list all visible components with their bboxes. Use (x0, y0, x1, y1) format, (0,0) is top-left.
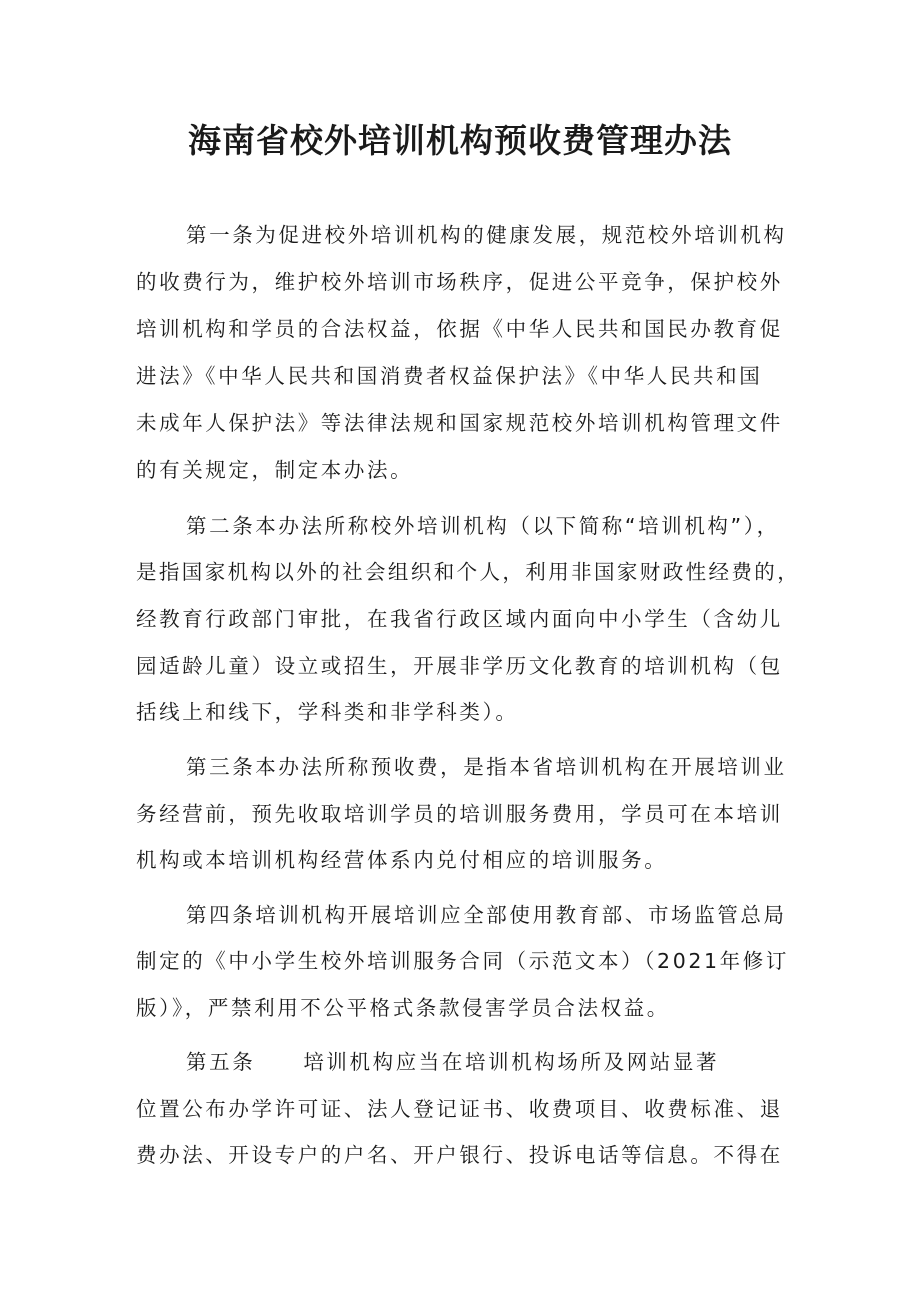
article-2-line-5: 括线上和线下，学科类和非学科类）。 (136, 700, 519, 724)
article-3-line-3: 机构或本培训机构经营体系内兑付相应的培训服务。 (136, 848, 668, 872)
article-2-line-2: 是指国家机构以外的社会组织和个人，利用非国家财政性经费的， (136, 560, 801, 584)
article-4-line-2: 制定的《中小学生校外培训服务合同（示范文本）（2021年修订 (136, 949, 789, 973)
article-4-line-1: 第四条培训机构开展培训应全部使用教育部、市场监管总局 (186, 903, 787, 927)
article-3-line-1: 第三条本办法所称预收费，是指本省培训机构在开展培训业 (186, 755, 787, 779)
article-2-line-3: 经教育行政部门审批，在我省行政区域内面向中小学生（含幼儿 (136, 607, 783, 631)
article-4-line-3: 版）》，严禁利用不公平格式条款侵害学员合法权益。 (136, 996, 670, 1020)
article-5-line-1 (186, 1047, 719, 1077)
article-2-line-4: 园适龄儿童）设立或招生，开展非学历文化教育的培训机构（包 (136, 654, 783, 678)
article-1-line-4: 进法》《中华人民共和国消费者权益保护法》《中华人民共和国 (136, 364, 763, 388)
article-1-line-3: 培训机构和学员的合法权益，依据《中华人民共和国民办教育促 (136, 317, 783, 341)
article-1-line-5: 未成年人保护法》等法律法规和国家规范校外培训机构管理文件 (136, 411, 783, 435)
article-2-line-1: 第二条本办法所称校外培训机构（以下简称“培训机构”）， (186, 514, 780, 538)
article-3-line-2: 务经营前，预先收取培训学员的培训服务费用，学员可在本培训 (136, 802, 783, 826)
article-1-line-1: 第一条为促进校外培训机构的健康发展，规范校外培训机构 (186, 223, 787, 247)
article-5-text-start: 培训机构应当在培训机构场所及网站显著 (303, 1050, 720, 1074)
article-5-heading: 第五条 (186, 1050, 256, 1074)
article-1-line-2: 的收费行为，维护校外培训市场秩序，促进公平竞争，保护校外 (136, 270, 783, 294)
article-5-line-3: 费办法、开设专户的户名、开户银行、投诉电话等信息。不得在 (136, 1143, 783, 1167)
article-1-line-6: 的有关规定，制定本办法。 (136, 458, 414, 482)
article-5-line-2: 位置公布办学许可证、法人登记证书、收费项目、收费标准、退 (136, 1097, 783, 1121)
document-title: 海南省校外培训机构预收费管理办法 (188, 121, 732, 160)
